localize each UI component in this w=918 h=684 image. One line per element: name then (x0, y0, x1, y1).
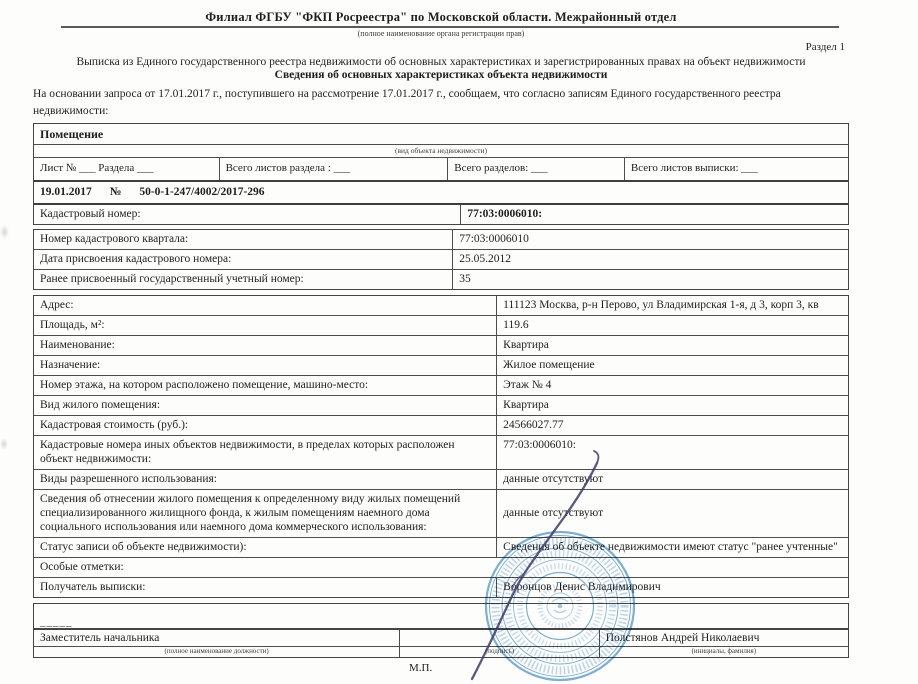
signer-position: Заместитель начальника (34, 630, 400, 646)
name-caption: (инициалы, фамилия) (691, 646, 757, 655)
row-value: Этаж № 4 (503, 379, 552, 392)
doc-no-sign: № (109, 186, 122, 199)
object-kind-caption: (вид объекта недвижимости) (34, 144, 848, 157)
row-value: 24566027.77 (503, 419, 564, 432)
table-row (34, 335, 848, 355)
table-row (34, 395, 848, 415)
signature-space (400, 630, 599, 646)
intro-text: На основании запроса от 17.01.2017 г., поступившего на рассмотрение 17.01.2017 г., сообщаем, что согласно записям Единого государственного реестра недвижимости: (33, 88, 781, 118)
row-value: 77:03:0006010: (467, 208, 543, 221)
org-name-caption: (полное наименование органа регистрации прав) (357, 29, 525, 38)
row-value: 77:03:0006010 (459, 233, 529, 246)
object-characteristics-table (33, 295, 849, 598)
row-value: 25.05.2012 (459, 253, 511, 266)
row-value: данные отсутствуют (503, 473, 604, 486)
sheets-total-cell: Всего листов выписки: ___ (630, 162, 758, 175)
sign-caption: (подпись) (400, 647, 599, 657)
row-label: Виды разрешенного использования: (34, 470, 497, 489)
row-label: Статус записи об объекте недвижимости): (34, 538, 497, 557)
org-name: Филиал ФГБУ "ФКП Росреестра" по Московской области. Межрайонный отдел (205, 10, 677, 24)
row-label: Наименование: (34, 336, 497, 355)
row-label: Ранее присвоенный государственный учетный номер: (34, 270, 453, 289)
object-header-table (33, 123, 849, 225)
row-label: Особые отметки: (40, 561, 124, 574)
table-row (34, 315, 848, 335)
row-label: Получатель выписки: (34, 578, 497, 597)
sheet-number-cell: Лист № ___ Раздела ___ (34, 158, 220, 179)
row-value: Воронцов Денис Владимирович (503, 581, 661, 594)
row-value: 119.6 (503, 319, 529, 332)
cadastral-details-table (33, 229, 849, 290)
sections-total-cell: Всего разделов: ___ (448, 158, 625, 179)
table-row (34, 415, 848, 435)
row-label: Номер этажа, на котором расположено помещение, машино-место: (34, 376, 497, 395)
doc-subtitle: Сведения об основных характеристиках объекта недвижимости (274, 69, 608, 81)
empty-row (33, 603, 849, 629)
object-kind: Помещение (40, 126, 104, 141)
row-label: Кадастровый номер: (34, 205, 461, 224)
table-row (34, 249, 848, 269)
document-content (33, 10, 849, 674)
row-value: 111123 Москва, р-н Перово, ул Владимирская 1-я, д 3, корп 3, кв (503, 299, 819, 312)
doc-title: Выписка из Единого государственного реестра недвижимости об основных характеристиках и зарегистрированных правах на объект недвижимости (76, 56, 806, 68)
doc-date-number-row (34, 180, 848, 203)
signature-captions-row (34, 646, 848, 657)
stamp-place-mark: М.П. (409, 661, 433, 674)
cadastral-number-row (34, 203, 848, 224)
row-value: Жилое помещение (503, 359, 595, 372)
special-marks-row (34, 557, 848, 577)
sheet-counters-row (34, 157, 848, 179)
doc-date: 19.01.2017 (40, 186, 92, 199)
position-caption: (полное наименование должности) (34, 647, 400, 657)
table-row (34, 537, 848, 557)
doc-date-number (34, 182, 848, 203)
row-label: Площадь, м²: (34, 316, 497, 335)
table-row (34, 269, 848, 289)
recipient-row (34, 577, 848, 597)
table-row (34, 435, 848, 469)
row-value: 35 (459, 273, 471, 286)
dash-placeholder: _____ (40, 615, 73, 628)
row-label: Номер кадастрового квартала: (34, 230, 453, 249)
row-value: Квартира (503, 399, 549, 412)
org-name-underline (61, 26, 839, 28)
table-row (34, 469, 848, 489)
table-row (34, 296, 848, 315)
signer-name: Полстянов Андрей Николаевич (605, 631, 760, 644)
row-label: Дата присвоения кадастрового номера: (34, 250, 453, 269)
row-value: Квартира (503, 339, 549, 352)
signature-block (33, 629, 849, 658)
row-label: Адрес: (34, 296, 497, 315)
row-value: 77:03:0006010: (503, 439, 576, 452)
table-row (34, 489, 848, 537)
object-kind-row (34, 124, 848, 145)
row-label: Кадастровые номера иных объектов недвижимости, в пределах которых расположен объект недвижимости: (34, 436, 497, 469)
row-value: Сведения об объекте недвижимости имеют статус "ранее учтенные" (503, 541, 838, 554)
doc-number: 50-0-1-247/4002/2017-296 (139, 186, 265, 199)
signature-row (34, 630, 848, 646)
section-label: Раздел 1 (805, 41, 845, 53)
table-row (34, 355, 848, 375)
row-label: Кадастровая стоимость (руб.): (34, 416, 497, 435)
row-label: Назначение: (34, 356, 497, 375)
table-row (34, 375, 848, 395)
row-label: Сведения об отнесении жилого помещения к определенному виду жилых помещений специализированного жилищного фонда, к жилым помещениям наемного дома социального использования или наемного дома коммерческого использования: (34, 490, 497, 537)
sheet-total-section-cell: Всего листов раздела : ___ (220, 158, 449, 179)
row-value: данные отсутствуют (503, 507, 604, 520)
row-label: Вид жилого помещения: (34, 396, 497, 415)
table-row (34, 230, 848, 249)
